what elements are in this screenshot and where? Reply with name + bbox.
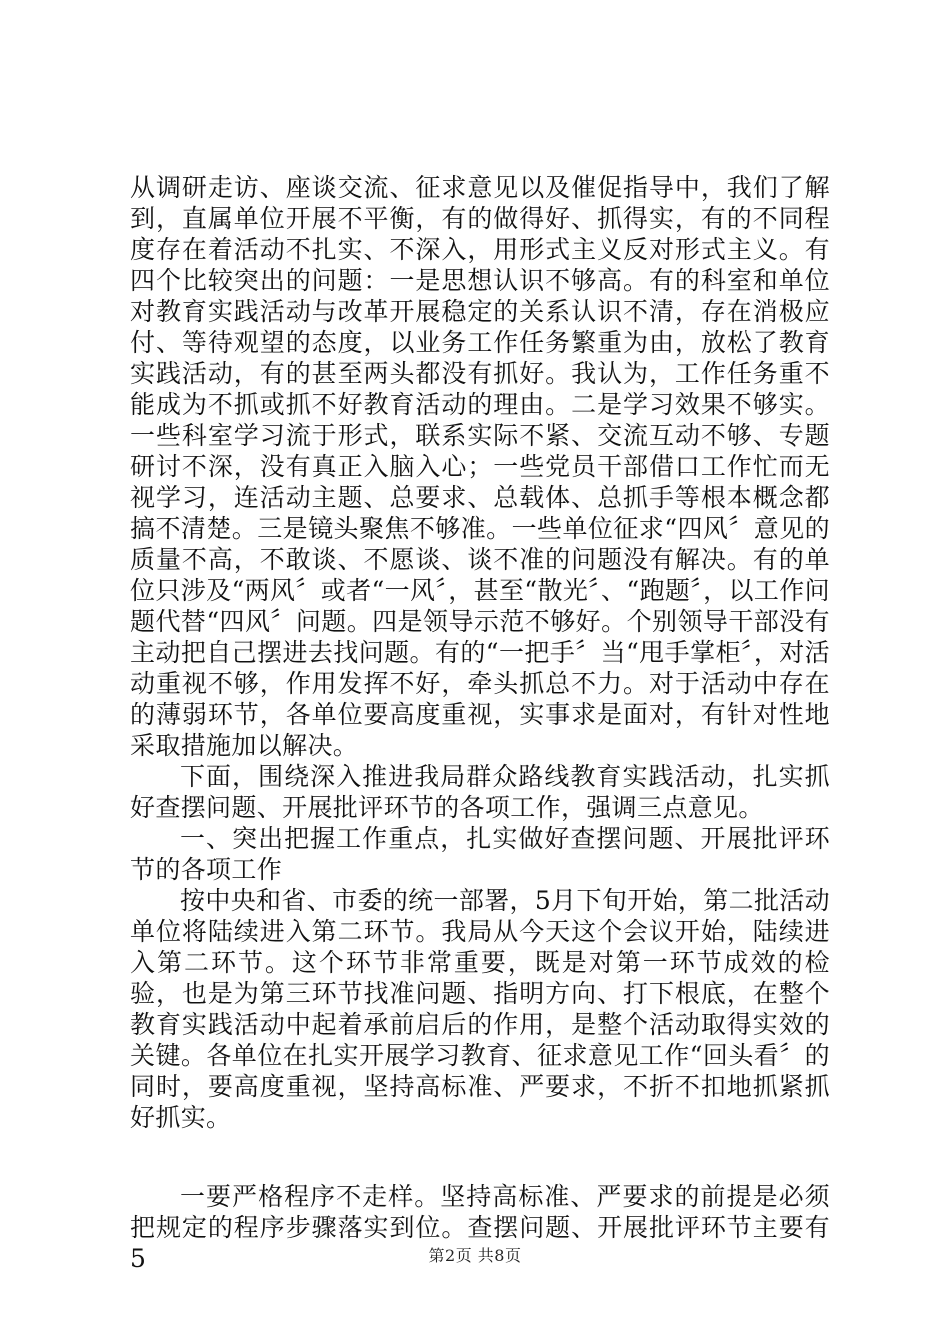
paragraph-intro-three-points: 下面，围绕深入推进我局群众路线教育实践活动，扎实抓好查摆问题、开展批评环节的各项工作，强调三点意见。 <box>130 762 830 822</box>
paragraph-second-stage: 按中央和省、市委的统一部署，5月下旬开始，第二批活动单位将陆续进入第二环节。我局从今天这个会议开始，陆续进入第二环节。这个环节非常重要，既是对第一环节成效的检验，也是为第三环节找准问题、指明方向、打下根底，在整个教育实践活动中起着承前启后的作用，是整个活动取得实效的关键。各单位在扎实开展学习教育、征求意见工作“回头看〞的同时，要高度重视，坚持高标准、严要求，不折不扣地抓紧抓好抓实。 <box>130 886 831 1132</box>
section-heading-one: 一、突出把握工作重点，扎实做好查摆问题、开展批评环节的各项工作 <box>130 824 830 884</box>
page-footer: 第2页 共8页 <box>428 1246 522 1265</box>
paragraph-spacer <box>130 1133 830 1181</box>
paragraph-problems-summary: 从调研走访、座谈交流、征求意见以及催促指导中，我们了解到，直属单位开展不平衡，有的做得好、抓得实，有的不同程度存在着活动不扎实、不深入，用形式主义反对形式主义。有四个比较突出的问题：一是思想认识不够高。有的科室和单位对教育实践活动与改革开展稳定的关系认识不清，存在消极应付、等待观望的态度，以业务工作任务繁重为由，放松了教育实践活动，有的甚至两头都没有抓好。我认为，工作任务重不能成为不抓或抓不好教育活动的理由。二是学习效果不够实。一些科室学习流于形式，联系实际不紧、交流互动不够、专题研讨不深，没有真正入脑入心；一些党员干部借口工作忙而无视学习，连活动主题、总要求、总载体、总抓手等根本概念都搞不清楚。三是镜头聚焦不够准。一些单位征求“四风〞意见的质量不高，不敢谈、不愿谈、谈不准的问题没有解决。有的单位只涉及“两风〞或者“一风〞，甚至“散光〞、“跑题〞，以工作问题代替“四风〞问题。四是领导示范不够好。个别领导干部没有主动把自己摆进去找问题。有的“一把手〞当“甩手掌柜〞，对活动重视不够，作用发挥不好，牵头抓总不力。对于活动中存在的薄弱环节，各单位要高度重视，实事求是面对，有针对性地采取措施加以解决。 <box>130 173 830 760</box>
paragraph-strict-procedure: 一要严格程序不走样。坚持高标准、严要求的前提是必须把规定的程序步骤落实到位。查摆问题、开展批评环节主要有5 <box>130 1182 830 1273</box>
document-body <box>130 172 830 1274</box>
